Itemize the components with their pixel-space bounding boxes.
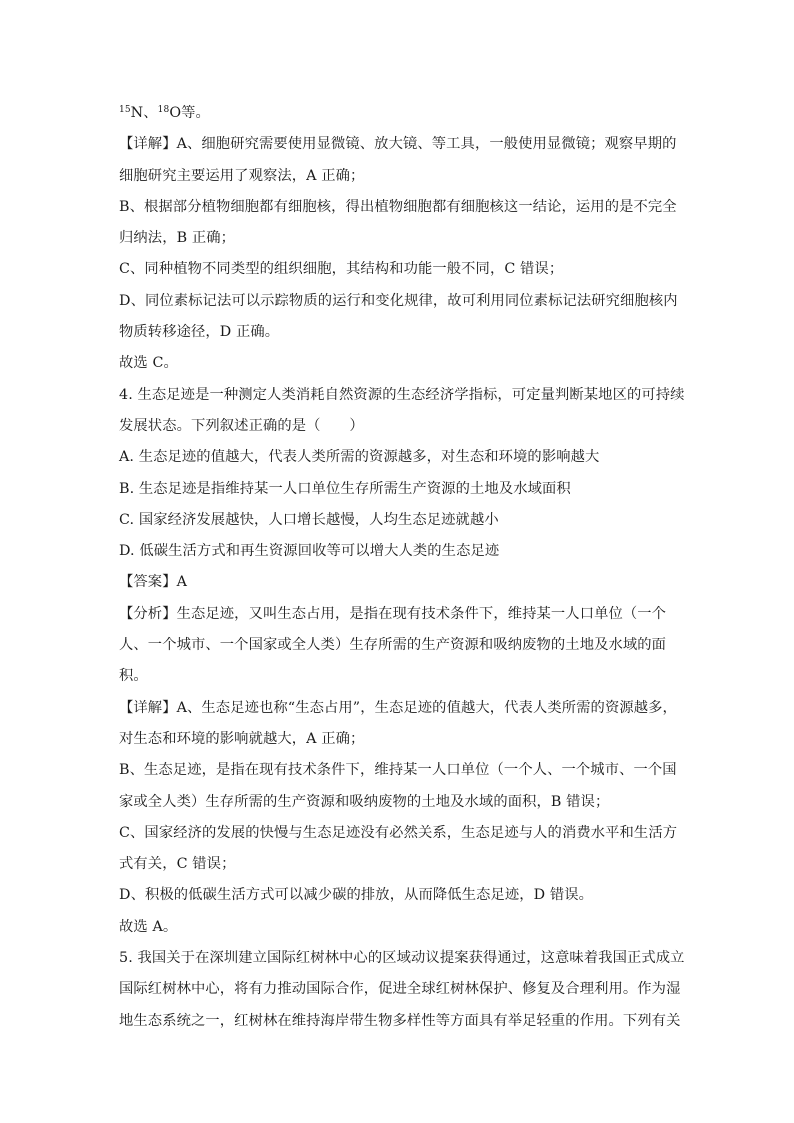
text-line: 细胞研究主要运用了观察法，A 正确；	[119, 167, 365, 184]
analysis-line: 【分析】生态足迹，又叫生态占用，是指在现有技术条件下，维持某一人口单位（一个	[119, 605, 667, 622]
superscript-18: 18	[157, 105, 170, 115]
explanation-line: C、国家经济的发展的快慢与生态足迹没有必然关系，生态足迹与人的消费水平和生活方	[119, 824, 678, 841]
option-d: D. 低碳生活方式和再生资源回收等可以增大人类的生态足迹	[119, 543, 500, 560]
text-line: D、同位素标记法可以示踪物质的运行和变化规律，故可利用同位素标记法研究细胞核内	[119, 292, 678, 309]
option-a: A. 生态足迹的值越大，代表人类所需的资源越多，对生态和环境的影响越大	[119, 449, 600, 466]
explanation-line: 式有关，C 错误；	[119, 856, 236, 873]
explanation-line: B、生态足迹，是指在现有技术条件下，维持某一人口单位（一个人、一个城市、一个国	[119, 762, 677, 779]
analysis-line: 积。	[119, 668, 148, 685]
question-4-stem: 4. 生态足迹是一种测定人类消耗自然资源的生态经济学指标，可定量判断某地区的可持续	[119, 386, 685, 403]
analysis-line: 人、一个城市、一个国家或全人类）生存所需的生产资源和吸纳废物的土地及水域的面	[119, 637, 667, 654]
isotope-n-text: N、	[130, 105, 158, 121]
superscript-15: 15	[119, 105, 131, 115]
question-4-stem: 发展状态。下列叙述正确的是（ ）	[119, 417, 364, 434]
explanation-line: 【详解】A、生态足迹也称“生态占用”，生态足迹的值越大，代表人类所需的资源越多，	[119, 699, 677, 716]
answer-choice-line: 故选 A。	[119, 918, 178, 935]
question-5-stem: 5. 我国关于在深圳建立国际红树林中心的区域动议提案获得通过，这意味着我国正式成立	[119, 950, 685, 967]
explanation-line: 家或全人类）生存所需的生产资源和吸纳废物的土地及水域的面积，B 错误；	[119, 793, 610, 810]
question-5-stem: 地生态系统之一，红树林在维持海岸带生物多样性等方面具有举足轻重的作用。下列有关	[119, 1012, 681, 1029]
isotope-line	[119, 98, 681, 129]
question-5-stem: 国际红树林中心，将有力推动国际合作，促进全球红树林保护、修复及合理利用。作为湿	[119, 981, 681, 998]
page-content	[119, 98, 685, 1037]
explanation-line: D、积极的低碳生活方式可以减少碳的排放，从而降低生态足迹，D 错误。	[119, 887, 594, 904]
text-line: 归纳法，B 正确；	[119, 230, 236, 247]
isotope-o-text: O等。	[169, 105, 210, 121]
text-line: 【详解】A、细胞研究需要使用显微镜、放大镜、等工具，一般使用显微镜；观察早期的	[119, 136, 677, 153]
answer-choice-line: 故选 C。	[119, 355, 178, 372]
option-c: C. 国家经济发展越快，人口增长越慢，人均生态足迹就越小	[119, 511, 499, 528]
answer-line: 【答案】A	[119, 574, 188, 591]
explanation-line: 对生态和环境的影响就越大，A 正确；	[119, 730, 365, 747]
text-line: B、根据部分植物细胞都有细胞核，得出植物细胞都有细胞核这一结论，运用的是不完全	[119, 198, 677, 215]
option-b: B. 生态足迹是指维持某一人口单位生存所需生产资源的土地及水域面积	[119, 480, 571, 497]
text-line: C、同种植物不同类型的组织细胞，其结构和功能一般不同，C 错误；	[119, 261, 564, 278]
text-line: 物质转移途径，D 正确。	[119, 324, 280, 341]
